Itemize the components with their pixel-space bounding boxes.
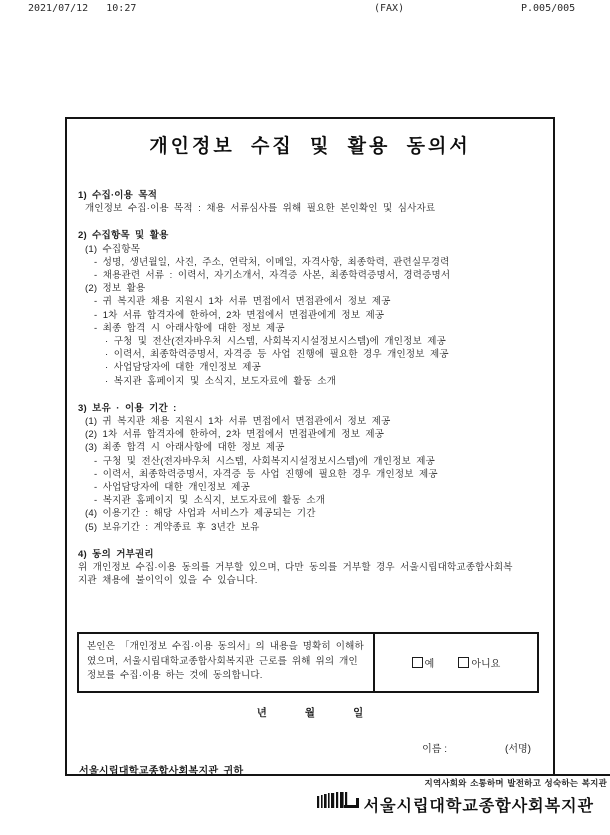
doc-line: - 이력서, 최종학력증명서, 자격증 등 사업 진행에 필요한 경우 개인정보 제공 <box>94 468 438 480</box>
section-heading: 3) 보유 · 이용 기간 : <box>78 402 177 414</box>
doc-line: - 사업담당자에 대한 개인정보 제공 <box>94 482 250 494</box>
doc-line: (2) 1차 서류 합격자에 한하여, 2차 면접에서 면접관에게 정보 제공 <box>85 429 385 441</box>
doc-line: 개인정보 수집·이용 목적 : 채용 서류심사를 위해 필요한 본인확인 및 심사자료 <box>85 203 436 215</box>
doc-line: (4) 이용기간 : 해당 사업과 서비스가 제공되는 기간 <box>85 508 316 520</box>
consent-option-yes[interactable] <box>412 655 435 670</box>
fax-label: (FAX) <box>374 3 405 14</box>
signature-line <box>422 740 531 755</box>
section-heading: 1) 수집·이용 목적 <box>78 190 158 201</box>
doc-line: 위 개인정보 수집·이용 동의를 거부할 있으며, 다만 동의를 거부할 경우 서울시립대학교종합사회복 <box>78 562 513 574</box>
consent-choices <box>375 634 537 691</box>
org-logo-icon <box>317 792 359 816</box>
doc-line: - 복지관 홈페이지 및 소식지, 보도자료에 활동 소개 <box>94 495 326 507</box>
doc-line: · 이력서, 최종학력증명서, 자격증 등 사업 진행에 필요한 경우 개인정보 제공 <box>105 349 449 361</box>
footer-org-name: 서울시립대학교종합사회복지관 <box>363 797 594 815</box>
document-body <box>78 189 549 601</box>
doc-line: (1) 귀 복지관 채용 지원시 1차 서류 면접에서 면접관에서 정보 제공 <box>85 416 391 428</box>
fax-page-counter: P.005/005 <box>521 3 576 14</box>
no-label: 아니요 <box>471 659 501 670</box>
doc-line: - 성명, 생년월일, 사진, 주소, 연락처, 이메일, 자격사항, 최종학력, 관련실무경력 <box>94 256 450 268</box>
doc-line: (3) 최종 합격 시 아래사항에 대한 정보 제공 <box>85 442 285 454</box>
consent-statement: 본인은 「개인정보 수집·이용 동의서」의 내용을 명확히 이해하였으며, 서울시립대학교종합사회복지관 근로를 위해 위의 개인정보를 수집·이용 하는 것에 동의합니다. <box>79 634 375 691</box>
doc-line: - 귀 복지관 채용 지원시 1차 서류 면접에서 면접관에서 정보 제공 <box>94 296 391 308</box>
signature-label: (서명) <box>505 744 531 755</box>
date-line <box>67 705 553 720</box>
month-label: 월 <box>304 707 316 719</box>
year-label: 년 <box>256 707 267 719</box>
doc-line: · 복지관 홈페이지 및 소식지, 보도자료에 활동 소개 <box>105 375 337 387</box>
consent-option-no[interactable] <box>458 655 500 670</box>
no-checkbox-icon[interactable] <box>458 657 469 668</box>
consent-box <box>77 632 539 693</box>
doc-line: 지관 채용에 불이익이 있을 수 있습니다. <box>78 575 258 587</box>
section-refusal-right <box>78 548 549 588</box>
doc-line: · 구청 및 전산(전자바우처 시스템, 사회복지시설정보시스템)에 개인정보 제공 <box>105 336 446 348</box>
section-purpose <box>78 189 549 215</box>
section-heading: 4) 동의 거부권리 <box>78 548 154 560</box>
doc-line: - 채용관련 서류 : 이력서, 자기소개서, 자격증 사본, 최종학력증명서, 경력증명서 <box>94 270 451 282</box>
doc-line: (5) 보유기간 : 계약종료 후 3년간 보유 <box>85 521 260 533</box>
footer-divider <box>338 774 610 776</box>
doc-line: - 1차 서류 합격자에 한하여, 2차 면접에서 면접관에게 정보 제공 <box>94 309 385 321</box>
footer-brand <box>317 792 594 816</box>
section-items <box>78 229 549 387</box>
doc-line: (2) 정보 활용 <box>85 283 146 295</box>
doc-line: - 구청 및 전산(전자바우처 시스템, 사회복지시설정보시스템)에 개인정보 제공 <box>94 455 435 467</box>
document-frame <box>65 117 555 776</box>
day-label: 일 <box>353 707 364 719</box>
footer-tagline: 지역사회와 소통하며 발전하고 성숙하는 복지관 <box>424 778 607 788</box>
section-heading: 2) 수집항목 및 활용 <box>78 230 169 242</box>
name-label: 이름 : <box>422 744 448 755</box>
doc-line: · 사업담당자에 대한 개인정보 제공 <box>105 362 261 374</box>
yes-label: 예 <box>424 659 435 670</box>
addressee: 서울시립대학교종합사회복지관 귀하 <box>79 766 244 777</box>
doc-line: (1) 수집항목 <box>85 243 141 255</box>
doc-line: - 최종 합격 시 아래사항에 대한 정보 제공 <box>94 322 285 334</box>
document-title: 개인정보 수집 및 활용 동의서 <box>149 136 471 157</box>
fax-datetime: 2021/07/12 10:27 <box>28 3 137 14</box>
section-retention <box>78 402 549 534</box>
yes-checkbox-icon[interactable] <box>412 657 423 668</box>
